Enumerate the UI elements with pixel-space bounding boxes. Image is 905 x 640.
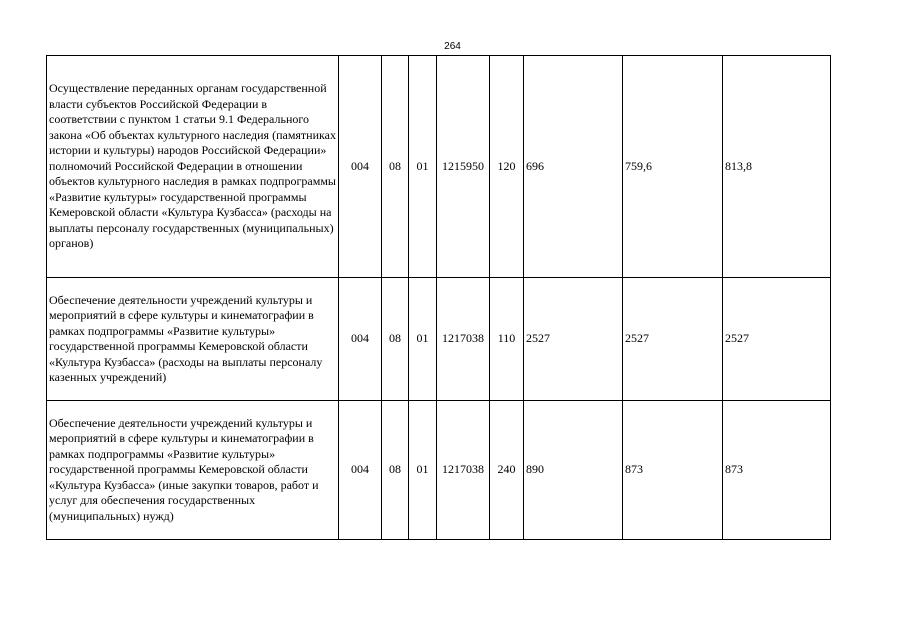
expense-type-code: 240 [490,401,524,540]
table-row [47,278,831,401]
amount-year-1: 696 [524,56,623,278]
amount-year-1: 2527 [524,278,623,401]
amount-year-3: 813,8 [723,56,831,278]
amount-year-3: 873 [723,401,831,540]
subsection-code: 01 [409,56,437,278]
subsection-code: 01 [409,278,437,401]
row-description: Обеспечение деятельности учреждений культуры и мероприятий в сфере культуры и кинематографии в рамках подпрограммы «Развитие культуры» государственной программы Кемеровской области «Культура Кузбасса» (расходы на выплаты персоналу казенных учреждений) [47,278,339,401]
amount-year-2: 2527 [623,278,723,401]
section-code: 08 [382,401,409,540]
expense-type-code: 110 [490,278,524,401]
section-code: 08 [382,278,409,401]
budget-table [46,55,831,540]
target-article-code: 1217038 [437,401,490,540]
target-article-code: 1215950 [437,56,490,278]
ministry-code: 004 [339,401,382,540]
amount-year-2: 873 [623,401,723,540]
table-row [47,401,831,540]
expense-type-code: 120 [490,56,524,278]
table-row [47,56,831,278]
amount-year-3: 2527 [723,278,831,401]
ministry-code: 004 [339,278,382,401]
target-article-code: 1217038 [437,278,490,401]
page-number: 264 [444,41,461,52]
row-description: Обеспечение деятельности учреждений культуры и мероприятий в сфере культуры и кинематографии в рамках подпрограммы «Развитие культуры» государственной программы Кемеровской области «Культура Кузбасса» (иные закупки товаров, работ и услуг для обеспечения государственных (муниципальных) нужд) [47,401,339,540]
subsection-code: 01 [409,401,437,540]
ministry-code: 004 [339,56,382,278]
row-description: Осуществление переданных органам государственной власти субъектов Российской Федерации в соответствии с пунктом 1 статьи 9.1 Федерального закона «Об объектах культурного наследия (памятниках истории и культуры) народов Российской Федерации» полномочий Российской Федерации в отношении объектов культурного наследия в рамках подпрограммы «Развитие культуры» государственной программы Кемеровской области «Культура Кузбасса» (расходы на выплаты персоналу государственных (муниципальных) органов) [47,56,339,278]
amount-year-1: 890 [524,401,623,540]
amount-year-2: 759,6 [623,56,723,278]
section-code: 08 [382,56,409,278]
